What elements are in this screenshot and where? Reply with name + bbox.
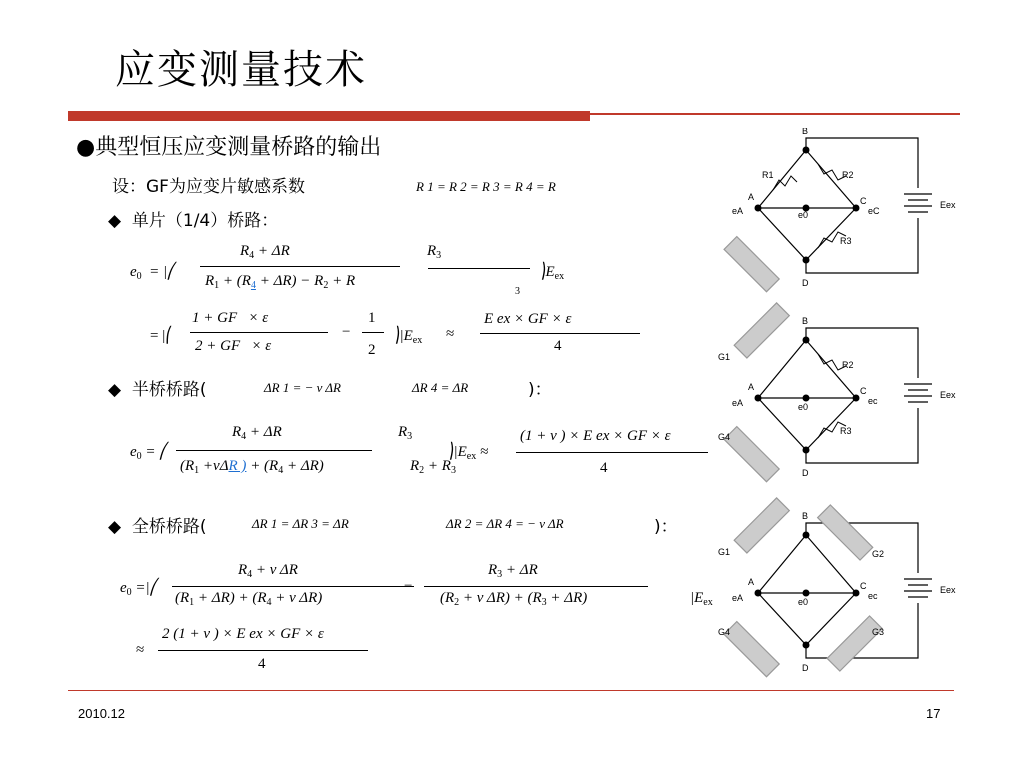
svg-text:ec: ec — [868, 396, 878, 406]
bridge-diagrams — [718, 128, 978, 688]
svg-text:D: D — [802, 278, 809, 288]
full-label: 全桥桥路( — [131, 517, 207, 537]
svg-text:A: A — [748, 192, 755, 202]
eq3-e0: $e_0$ = ⎛ — [130, 444, 167, 462]
svg-text:eC: eC — [868, 206, 880, 216]
svg-text:A: A — [748, 577, 755, 587]
full-bridge-diagram — [724, 498, 932, 677]
quarter-bridge-diagram — [724, 138, 932, 292]
eq2-den1: 2 + GF × ε — [195, 338, 272, 354]
eq4-den2: ($R_2 + \nu$ $\Delta R) + (R_3 + \Delta R)$ — [440, 590, 588, 608]
setup-label: 设： — [112, 177, 146, 197]
main-bullet — [76, 130, 381, 161]
setup-line — [112, 172, 305, 197]
svg-text:eA: eA — [732, 398, 744, 408]
eq3-eex: $⎞|E_{ex}$ ≈ — [446, 444, 489, 462]
half-bridge-diagram — [724, 303, 932, 482]
eq3-num1: $R_4 + \Delta R$ — [232, 424, 282, 442]
title-rule-thick — [68, 111, 590, 121]
svg-text:B: B — [802, 511, 809, 521]
full-close: )： — [654, 517, 678, 537]
full-cond1: ΔR 1 = ΔR 3 = ΔR — [252, 516, 349, 531]
svg-text:G4: G4 — [718, 627, 731, 637]
eq1-den1: $R_1 + (R_4 + \Delta R) - R_2 + R$ — [205, 273, 356, 291]
footer-date: 2010.12 — [78, 706, 125, 721]
full-bridge-item — [108, 512, 207, 537]
quarter-label: 单片（1/4）桥路： — [131, 211, 279, 231]
svg-text:Eex: Eex — [940, 585, 956, 595]
svg-text:ec: ec — [868, 591, 878, 601]
svg-text:R2: R2 — [842, 360, 854, 370]
e0-symbol: $e_0$ = |⎛ — [130, 264, 175, 282]
eq2-eex: $⎞|E_{ex}$ — [392, 328, 423, 346]
section-heading: 典型恒压应变测量桥路的输出 — [95, 135, 382, 160]
half-cond1: ΔR 1 = − ν ΔR — [264, 380, 341, 395]
svg-text:e0: e0 — [798, 402, 809, 412]
eq5-result-den: 4 — [258, 656, 266, 672]
eq3-num2: $R_3$ — [398, 424, 413, 442]
half-label: 半桥桥路( — [131, 380, 207, 400]
half-cond2: ΔR 4 = ΔR — [412, 380, 469, 395]
svg-text:eA: eA — [732, 206, 744, 216]
eq5-result-num: 2 (1 + ν ) × E ex × GF × ε — [162, 626, 324, 642]
diamond-icon: ◆ — [108, 517, 122, 537]
title-rule-thin — [590, 113, 960, 115]
half-close: )： — [528, 380, 552, 400]
svg-text:R2: R2 — [842, 170, 854, 180]
svg-text:C: C — [860, 581, 867, 591]
eq2-den2: 2 — [368, 342, 376, 358]
svg-text:G1: G1 — [718, 547, 731, 557]
quarter-bridge-item — [108, 206, 278, 231]
svg-text:R1: R1 — [762, 170, 774, 180]
page-title: 应变测量技术 — [115, 47, 367, 93]
gf-text: GF — [146, 177, 169, 197]
eq1-sub3: 3 — [515, 286, 520, 297]
equal-resistance: R 1 = R 2 = R 3 = R 4 = R — [416, 179, 556, 194]
eq2-num2: 1 — [368, 310, 376, 326]
setup-desc: 为应变片敏感系数 — [168, 177, 305, 197]
eq2-minus: − — [342, 324, 351, 340]
svg-text:R3: R3 — [840, 236, 852, 246]
svg-text:eA: eA — [732, 593, 744, 603]
diamond-icon: ◆ — [108, 211, 122, 231]
eq2-result-num: E ex × GF × ε — [484, 311, 572, 327]
eq1-num2: $R_3$ — [427, 243, 442, 261]
eq4-minus: − — [404, 578, 413, 594]
svg-text:B: B — [802, 316, 809, 326]
eq1-num1: $R_4 + \Delta R$ — [240, 243, 290, 261]
half-bridge-item — [108, 375, 207, 400]
eq2-result-den: 4 — [554, 338, 562, 354]
eq3-den1: ($R_1 +\nu\Delta R$ ) + $(R_4 + \Delta R)$ — [180, 458, 324, 476]
svg-text:Eex: Eex — [940, 390, 956, 400]
eq3-den2: $R_2 + R_3$ — [410, 458, 456, 476]
svg-text:B: B — [802, 128, 809, 136]
eq2-num1: 1 + GF × ε — [192, 310, 269, 326]
eq4-den1: $(R_1 + \Delta R) + (R_4 + \nu$ ΔR) — [175, 590, 323, 608]
eq4-num2: $R_3 + \Delta R$ — [488, 562, 538, 580]
page-number: 17 — [926, 706, 941, 721]
svg-text:e0: e0 — [798, 210, 809, 220]
eq1-eex: $⎞E_{ex}$ — [538, 264, 565, 282]
svg-text:G1: G1 — [718, 352, 731, 362]
bullet-dot-icon: ● — [76, 135, 96, 160]
svg-text:Eex: Eex — [940, 200, 956, 210]
eq3-result-num: (1 + ν ) × E ex × GF × ε — [520, 428, 671, 444]
full-bridge-nodes — [755, 532, 860, 649]
footer-rule — [68, 690, 954, 691]
eq5-approx: ≈ — [136, 642, 145, 658]
eq2-approx: ≈ — [446, 326, 455, 342]
svg-text:e0: e0 — [798, 597, 809, 607]
svg-text:C: C — [860, 386, 867, 396]
svg-text:G3: G3 — [872, 627, 885, 637]
eq4-eex: $|E_{ex}$ — [690, 590, 713, 608]
full-cond2: ΔR 2 = ΔR 4 = − ν ΔR — [446, 516, 564, 531]
svg-text:D: D — [802, 663, 809, 673]
svg-text:D: D — [802, 468, 809, 478]
eq3-result-den: 4 — [600, 460, 608, 476]
svg-text:R3: R3 — [840, 426, 852, 436]
svg-text:G4: G4 — [718, 432, 731, 442]
diamond-icon: ◆ — [108, 380, 122, 400]
eq4-e0: $e_0$ =|⎛ — [120, 580, 158, 598]
eq2-equals: = |⎛ — [150, 328, 173, 344]
svg-text:A: A — [748, 382, 755, 392]
svg-text:G2: G2 — [872, 549, 885, 559]
eq4-num1: $R_4 + \nu$ ΔR — [238, 562, 298, 580]
svg-text:C: C — [860, 196, 867, 206]
